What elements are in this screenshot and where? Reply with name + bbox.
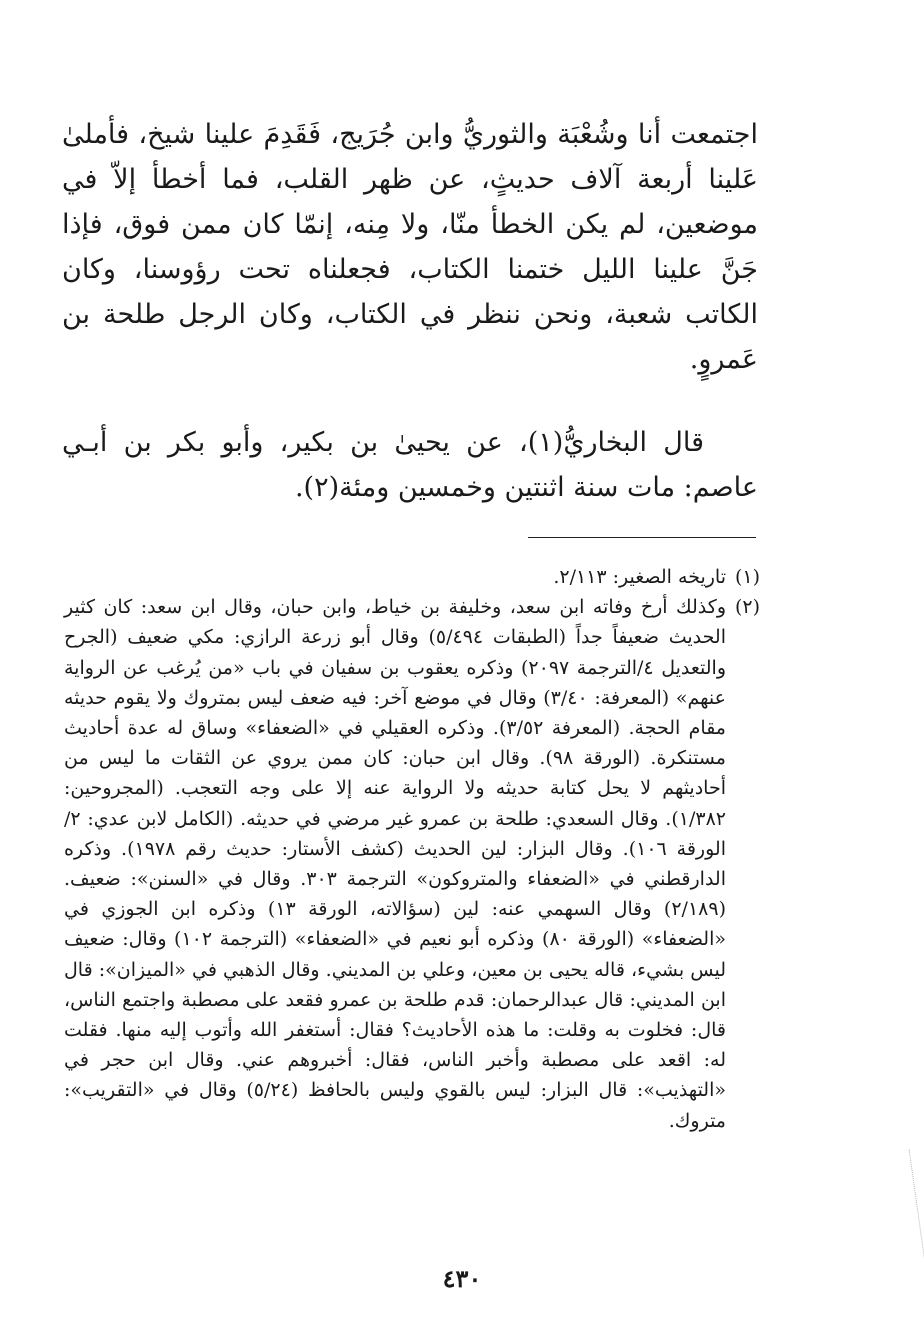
footnote-separator [528,537,756,538]
footnote [64,562,760,592]
footnote-number: (١) [734,566,760,588]
page-number: ٤٣٠ [442,1264,482,1293]
scan-edge-mark [891,1149,924,1270]
main-paragraph: قال البخاريُّ(١)، عن يحيىٰ بن بكير، وأبو بكر بن أبـي عاصم: مات سنة اثنتين وخمسين ومئة(٢). [62,427,758,503]
footnote-text: تاريخه الصغير: ٢/١١٣. [553,566,726,588]
main-text [62,112,758,510]
footnote-number: (٢) [734,596,760,619]
footnote [64,592,760,1136]
footnote-text: وكذلك أرخ وفاته ابن سعد، وخليفة بن خياط، وابن حبان، وقال ابن سعد: كان كثير الحديث ضعيفاً جداً (الطبقات ٥/٤٩٤) وقال أبو زرعة الرازي: مكي ضعيف (الجرح والتعديل ٤/الترجمة ٢٠٩٧) وذكره يعقوب بن سفيان في باب «من يُرغب عن الرواية عنهم» (المعرفة: ٣/٤٠) وقال في موضع آخر: فيه ضعف ليس بمتروك ولا يقوم حديثه مقام الحجة. (المعرفة ٣/٥٢). وذكره العقيلي في «الضعفاء» وساق له عدة أحاديث مستنكرة. (الورقة ٩٨). وقال ابن حبان: كان ممن يروي عن الثقات ما ليس من أحاديثهم لا يحل كتابة حديثه ولا الرواية عنه إلا على وجه التعجب. (المجروحين: ١/٣٨٢). وقال السعدي: طلحة بن عمرو غير مرضي في حديثه. (الكامل لابن عدي: ٢/الورقة ١٠٦). وقال البزار: لين الحديث (كشف الأستار: حديث رقم ١٩٧٨). وذكره الدارقطني في «الضعفاء والمتروكون» الترجمة ٣٠٣. وقال في «السنن»: ضعيف. (٢/١٨٩) وقال السهمي عنه: لين (سؤالاته، الورقة ١٣) وذكره ابن الجوزي في «الضعفاء» (الورقة ٨٠) وذكره أبو نعيم في «الضعفاء» (الترجمة ١٠٢) وقال: ضعيف ليس بشيء، قاله يحيى بن معين، وعلي بن المديني. وقال الذهبي في «الميزان»: قال ابن المديني: قال عبدالرحمان: قدم طلحة بن عمرو فقعد على مصطبة واجتمع الناس، قال: فخلوت به وقلت: ما هذه الأحاديث؟ فقال: أستغفر الله وأتوب إليه منها. فقلت له: اقعد على مصطبة وأخبر الناس، فقال: أخبروهم عني. وقال ابن حجر في «التهذيب»: قال البزار: ليس بالقوي وليس بالحافظ (٥/٢٤) وقال في «التقريب»: متروك. [64,596,726,1132]
main-paragraph: اجتمعت أنا وشُعْبَة والثوريُّ وابن جُرَيج، فَقَدِمَ علينا شيخ، فأملىٰ عَلينا أربعة آلاف حديثٍ، عن ظهر القلب، فما أخطأ إلاّ في موضعين، لم يكن الخطأ منّا، ولا مِنه، إنمّا كان ممن فوق، فإذا جَنَّ علينا الليل ختمنا الكتاب، فجعلناه تحت رؤوسنا، وكان الكاتب شعبة، ونحن ننظر في الكتاب، وكان الرجل طلحة بن عَمروٍ. [62,119,758,375]
footnotes [64,562,760,1136]
